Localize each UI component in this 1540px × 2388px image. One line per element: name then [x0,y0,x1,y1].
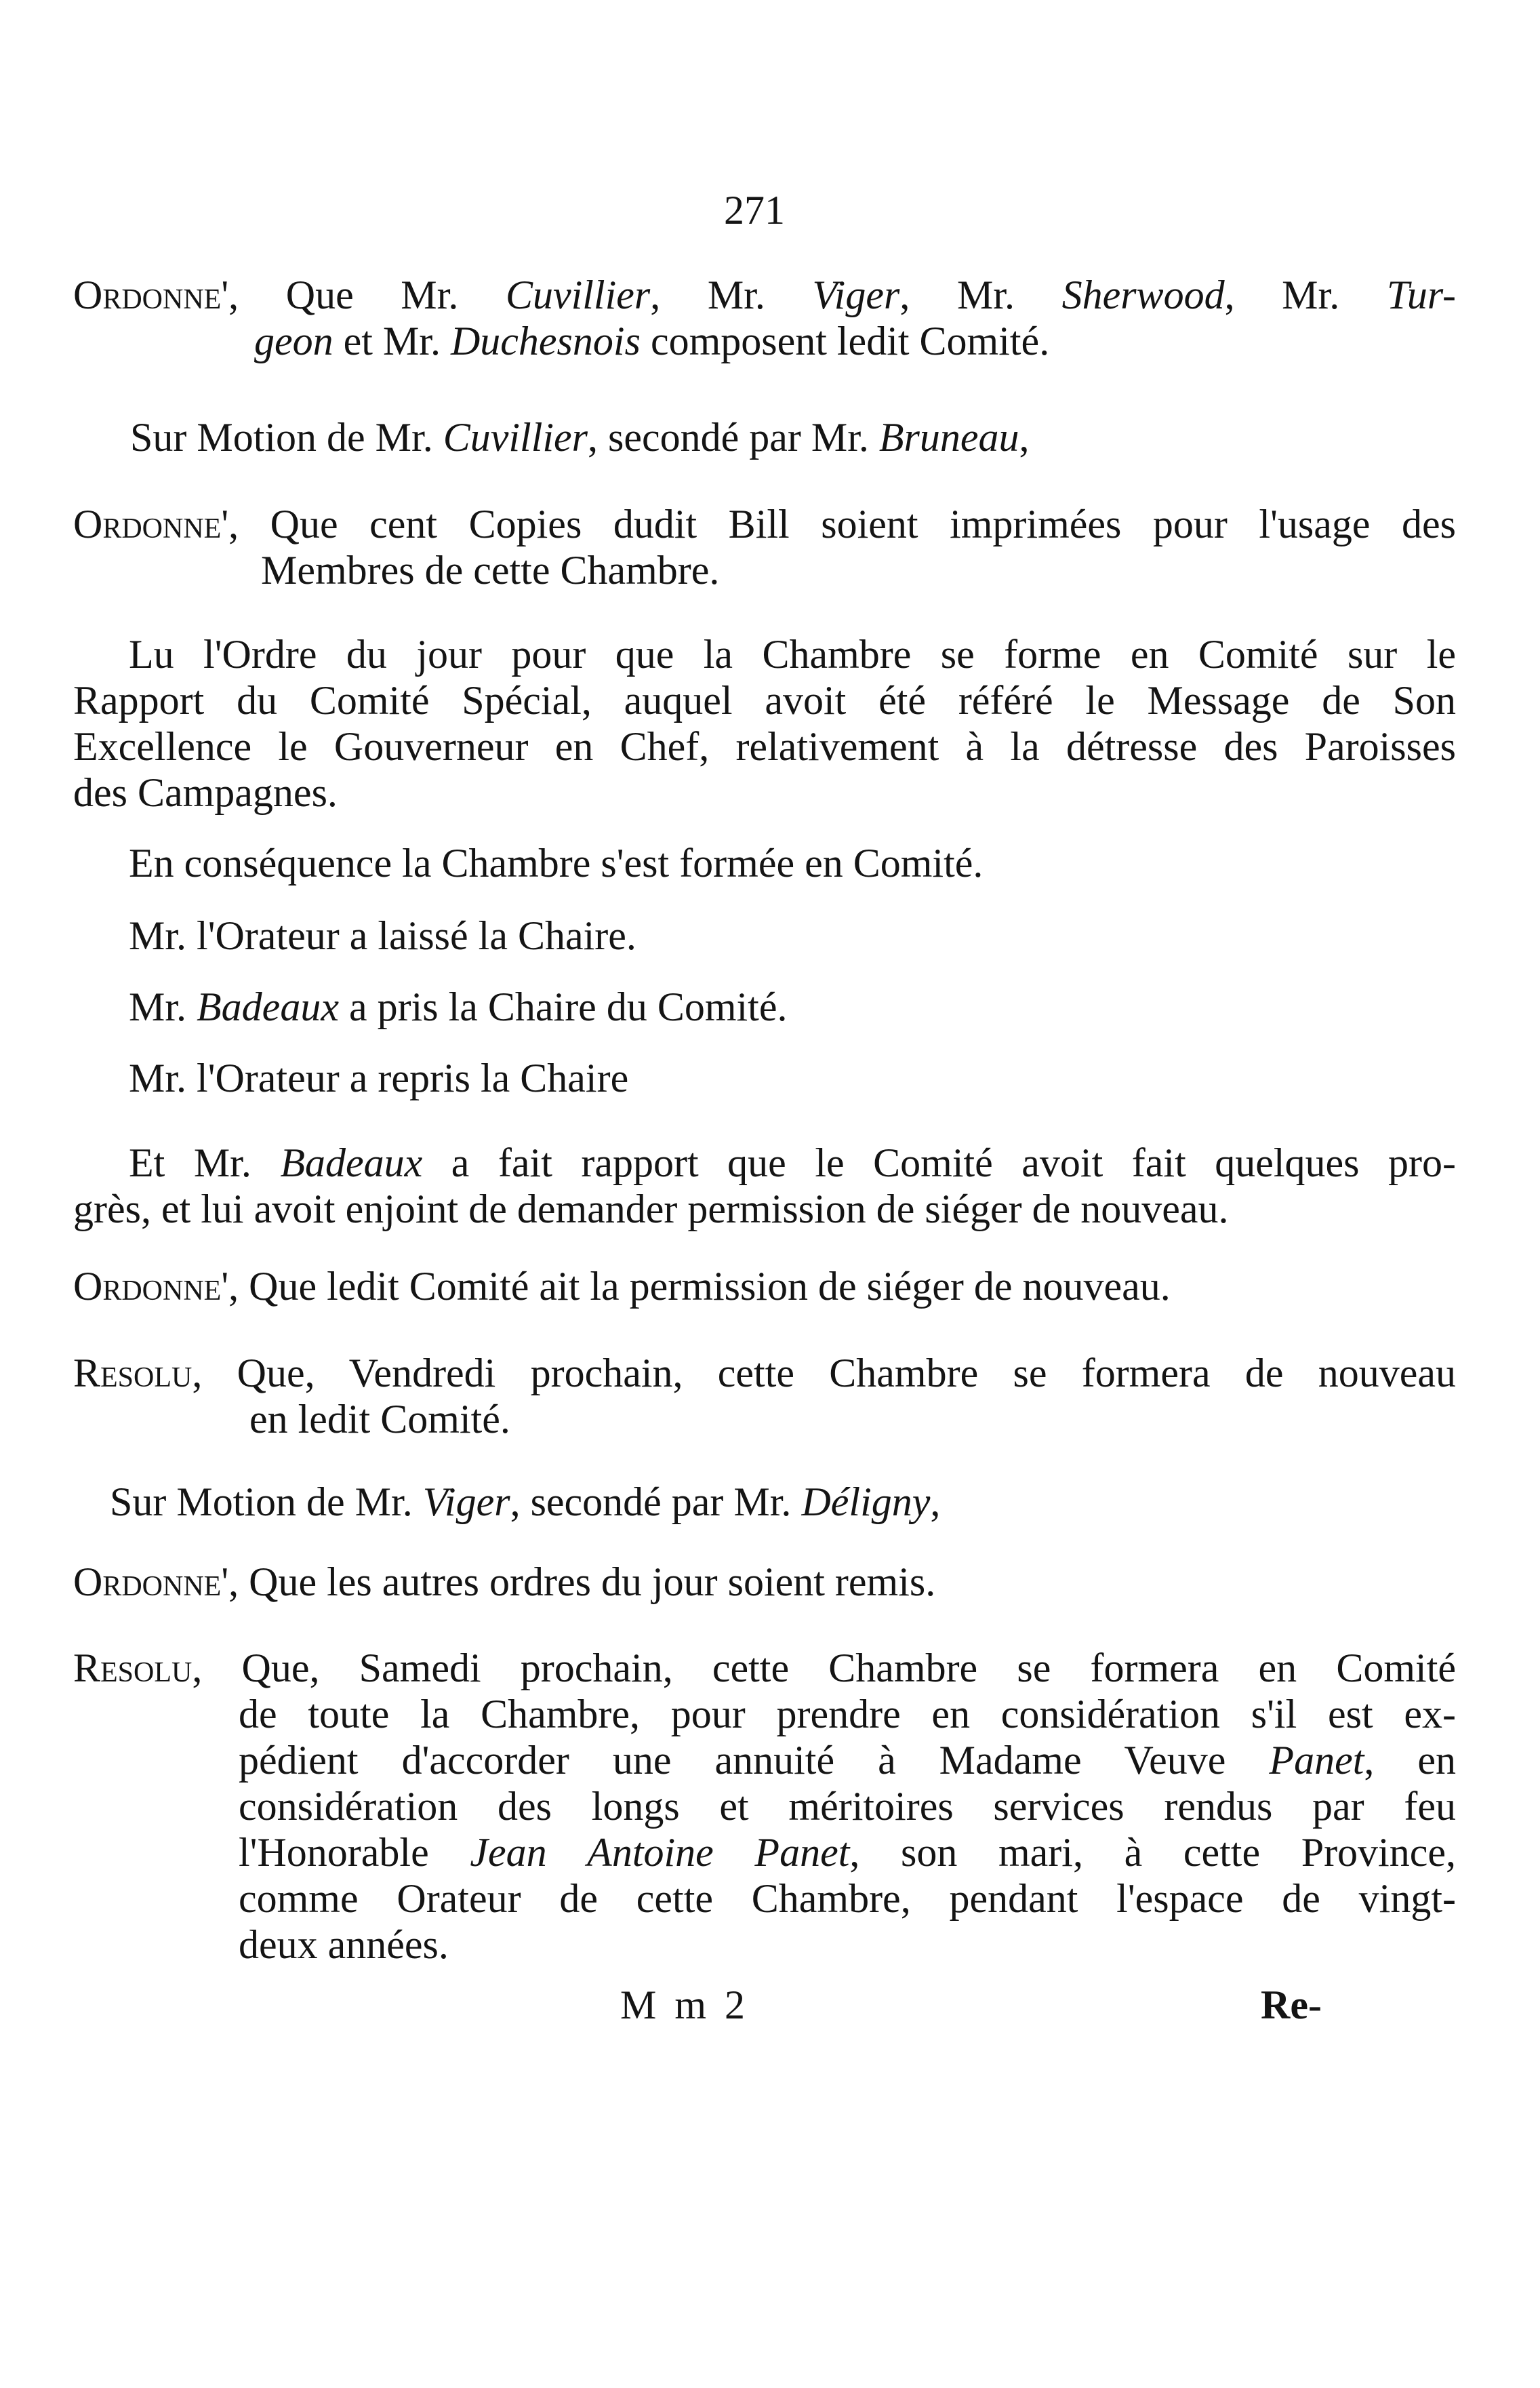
motion-line-2: Sur Motion de Mr. Viger, secondé par Mr. Déligny, [110,1479,941,1524]
entry-ordonne-1-line-2: geon et Mr. Duchesnois composent ledit Comité. [254,319,1050,363]
catchword: Re- [1261,1983,1322,2027]
ordonne-label: Ordonne' [73,273,229,317]
entry-resolu-2-line-5: l'Honorable Jean Antoine Panet, son mari, à cette Province, [239,1830,1456,1875]
member-name: Bruneau [878,415,1019,460]
ordonne-label: Ordonne' [73,1559,229,1604]
entry-ordonne-4: Ordonne', Que les autres ordres du jour soient remis. [73,1559,936,1604]
member-name: Tur- [1386,273,1456,317]
member-name: Viger [812,273,900,317]
order-paragraph-line-4: des Campagnes. [73,770,338,815]
order-paragraph-line-1: Lu l'Ordre du jour pour que la Chambre se forme en Comité sur le [129,632,1456,677]
member-name: Badeaux [280,1140,423,1185]
order-paragraph-line-2: Rapport du Comité Spécial, auquel avoit été référé le Message de Son [73,678,1456,723]
ordonne-label: Ordonne' [73,502,229,546]
member-name: Cuvillier [505,273,651,317]
proceeding-line: Mr. Badeaux a pris la Chaire du Comité. [129,984,788,1029]
order-paragraph-line-3: Excellence le Gouverneur en Chef, relativement à la détresse des Paroisses [73,724,1456,769]
report-line-2: grès, et lui avoit enjoint de demander permission de siéger de nouveau. [73,1187,1229,1231]
entry-resolu-2-line-6: comme Orateur de cette Chambre, pendant l'espace de vingt- [239,1876,1456,1921]
entry-resolu-2-line-4: considération des longs et méritoires services rendus par feu [239,1784,1456,1829]
proceeding-line: Mr. l'Orateur a repris la Chaire [129,1056,629,1100]
person-name: Jean Antoine Panet [470,1830,850,1875]
member-name: Duchesnois [450,319,641,363]
member-name: Viger [422,1479,510,1524]
entry-ordonne-2-line-1: Ordonne', Que cent Copies dudit Bill soient imprimées pour l'usage des [73,502,1456,546]
entry-resolu-2-line-1: Resolu, Que, Samedi prochain, cette Chambre se formera en Comité [73,1646,1456,1690]
person-name: Panet [1269,1738,1364,1783]
entry-resolu-1-line-1: Resolu, Que, Vendredi prochain, cette Chambre se formera de nouveau [73,1351,1456,1395]
member-name: geon [254,319,333,363]
resolu-label: Resolu [73,1646,192,1690]
entry-ordonne-2-line-2: Membres de cette Chambre. [261,548,720,593]
member-name: Badeaux [197,984,339,1029]
entry-resolu-2-line-2: de toute la Chambre, pour prendre en considération s'il est ex- [239,1692,1456,1736]
member-name: Déligny [801,1479,931,1524]
entry-ordonne-3: Ordonne', Que ledit Comité ait la permission de siéger de nouveau. [73,1264,1171,1309]
page-number: 271 [724,188,785,233]
ordonne-label: Ordonne' [73,1264,229,1309]
member-name: Cuvillier [443,415,588,460]
resolu-label: Resolu [73,1351,192,1395]
entry-resolu-2-line-3: pédient d'accorder une annuité à Madame Veuve Panet, en [239,1738,1456,1783]
proceeding-line: En conséquence la Chambre s'est formée en Comité. [129,841,984,885]
proceeding-line: Mr. l'Orateur a laissé la Chaire. [129,913,636,958]
entry-ordonne-1-line-1: Ordonne', Que Mr. Cuvillier, Mr. Viger, Mr. Sherwood, Mr. Tur- [73,273,1456,317]
report-line-1: Et Mr. Badeaux a fait rapport que le Comité avoit fait quelques pro- [129,1140,1457,1185]
entry-resolu-1-line-2: en ledit Comité. [249,1397,510,1441]
signature-mark: M m 2 [620,1983,750,2027]
member-name: Sherwood [1061,273,1225,317]
entry-resolu-2-line-7: deux années. [239,1922,449,1967]
motion-line-1: Sur Motion de Mr. Cuvillier, secondé par Mr. Bruneau, [130,415,1030,460]
